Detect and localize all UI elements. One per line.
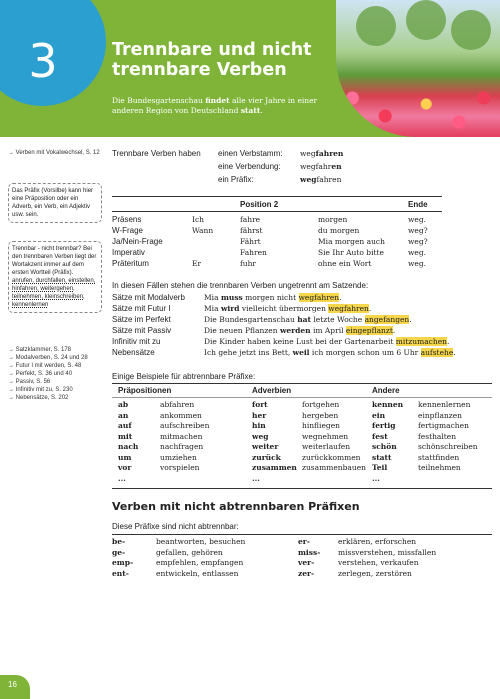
sentence-type-label: Infinitiv mit zu [112, 337, 161, 346]
conjugation-form-label: Präsens [112, 215, 142, 224]
prefix-word: schön [372, 442, 397, 451]
position-2-verb: Fahren [240, 248, 267, 257]
table-rule [112, 383, 492, 384]
sentence-part: hat [297, 315, 311, 324]
sidebar-ref-vokalwechsel[interactable]: → Verben mit Vokalwechsel, S. 12 [8, 150, 100, 156]
end-prefix: weg. [408, 215, 427, 224]
sentence-part: weil [292, 348, 310, 357]
sentence-part: . [446, 337, 450, 346]
subtitle-bold-prefix: statt [240, 106, 261, 115]
sentence-part: . [409, 315, 412, 324]
sentence-type-label: Nebensätze [112, 348, 155, 357]
note-trennbar-intro: Trennbar - nicht trennbar? Bei den trennbaren Verben liegt der Wortakzent immer auf dem ersten Wortteil (Präfix). [12, 246, 97, 276]
prefix-verb-example: aufschreiben [160, 421, 210, 430]
conjugation-form-label: Präteritum [112, 259, 149, 268]
sentence-part: Die Bundesgartenschau [204, 315, 298, 324]
prefix-verb-example: umziehen [160, 452, 197, 462]
highlighted-verb: aufstehe [420, 348, 454, 357]
ungetrennt-heading: In diesen Fällen stehen die trennbaren Verben ungetrennt am Satzende: [112, 281, 369, 290]
col-head-end: Ende [408, 200, 428, 209]
inseparable-examples: verstehen, verkaufen [338, 558, 419, 567]
col-head-others: Andere [372, 386, 400, 395]
end-prefix: weg. [408, 248, 427, 257]
prefix-verb-example: stattfinden [418, 452, 460, 462]
end-prefix: weg? [408, 226, 428, 235]
note-trennbar-examples: anrufen, durchfallen, einstellen, hinfahren, weitergehen, teilnehmen, kleinschreiben, kennenlernen [12, 278, 96, 308]
inseparable-prefix: ver- [298, 558, 315, 567]
sentence-part: . [368, 304, 372, 313]
col-head-adverbs: Adverbien [252, 386, 292, 395]
sidebar-ref[interactable]: → Satzklammer, S. 178 [8, 347, 72, 353]
prefix-word: um [118, 452, 132, 462]
prefix-word: ... [372, 473, 380, 483]
prefix-verb-example: fertigmachen [418, 421, 469, 430]
prefix-word: fertig [372, 421, 396, 430]
inseparable-examples: missverstehen, missfallen [338, 547, 437, 557]
inseparable-examples: erklären, erforschen [338, 537, 417, 546]
highlighted-verb: angefangen [364, 315, 410, 324]
examples-heading: Einige Beispiele für abtrennbare Präfixe: [112, 372, 256, 381]
sentence-part: letzte Woche [310, 315, 365, 324]
prefix-word: mit [118, 431, 133, 441]
sidebar-ref[interactable]: → Futur I mit werden, S. 48 [8, 363, 82, 369]
example-sentence [204, 315, 412, 324]
prefix-verb-example: kennenlernen [418, 400, 471, 409]
title-line-1: Trennbare und nicht [112, 40, 312, 60]
prefix-word: zurück [252, 452, 281, 462]
prefix-verb-example: zurückkommen [302, 452, 361, 462]
inseparable-examples: gefallen, gehören [156, 547, 223, 557]
sidebar-ref[interactable]: → Infinitiv mit zu, S. 230 [8, 387, 73, 393]
verb-part-label: ein Präfix: [218, 175, 254, 184]
middle-field: morgen [318, 215, 348, 224]
table-rule [112, 211, 442, 212]
position-2-verb: fahre [240, 215, 261, 224]
prefix-verb-example: fortgehen [302, 400, 340, 409]
prefix-verb-example: ankommen [160, 410, 202, 420]
sentence-part: werden [279, 326, 311, 335]
subtitle-text-mid: alle vier Jahre in einer anderen Region von Deutschland [112, 96, 318, 115]
prefix-verb-example: festhalten [418, 431, 457, 441]
inseparable-intro: Diese Präfixe sind nicht abtrennbar: [112, 522, 239, 531]
sentence-part: Mia [204, 304, 221, 313]
verb-part-label: eine Verbendung: [218, 162, 281, 171]
sidebar-ref[interactable]: → Nebensätze, S. 202 [8, 395, 69, 401]
sentence-part: Die neuen Pflanzen [204, 326, 280, 335]
sentence-part: vielleicht übermorgen [239, 304, 329, 313]
prefix-verb-example: mitmachen [160, 431, 203, 441]
sentence-part: . [339, 293, 342, 302]
middle-field: ohne ein Wort [318, 259, 372, 268]
sidebar-ref[interactable]: → Perfekt, S. 36 und 40 [8, 371, 73, 377]
highlighted-verb: wegfahren [328, 304, 369, 313]
prefix-word: an [118, 410, 129, 420]
prefix-word: kennen [372, 400, 404, 409]
example-sentence [204, 293, 341, 302]
prefix-verb-example: teilnehmen [418, 463, 461, 472]
verb-part-label: einen Verbstamm: [218, 149, 283, 158]
end-prefix: weg. [408, 259, 427, 268]
verb-part-value: wegfahren [300, 175, 342, 184]
example-sentence [204, 326, 395, 335]
sentence-part: Die Kinder haben keine Lust bei der Gartenarbeit [204, 337, 396, 346]
inseparable-prefix: ent- [112, 568, 129, 578]
prefix-word: ab [118, 400, 129, 409]
prefix-word: Teil [372, 463, 388, 472]
inseparable-title: Verben mit nicht abtrennbaren Präfixen [112, 500, 360, 513]
end-prefix: weg? [408, 237, 428, 246]
verb-parts-label: Trennbare Verben haben [112, 149, 201, 158]
sentence-part: . [392, 326, 396, 335]
tulip-bed [336, 80, 500, 137]
position-2-verb: fährst [240, 226, 263, 235]
prefix-verb-example: zusammenbauen [302, 463, 366, 472]
prefix-verb-example: vorspielen [160, 463, 200, 472]
highlighted-verb: eingepflanzt [345, 326, 393, 335]
inseparable-examples: zerlegen, zerstören [338, 568, 412, 578]
sidebar-ref[interactable]: → Modalverben, S. 24 und 28 [8, 355, 88, 361]
sentence-part: Ich gehe jetzt ins Bett, [204, 348, 293, 357]
prefix-word: weiter [252, 442, 279, 451]
example-sentence [204, 304, 371, 313]
subtitle-bold-verb: findet [205, 96, 230, 105]
inseparable-prefix: ge- [112, 547, 126, 557]
prefix-word: zusammen [252, 463, 297, 472]
subtitle-text: Die Bundesgartenschau [112, 96, 206, 105]
tree-shape [356, 6, 396, 46]
prefix-verb-example: abfahren [160, 400, 195, 409]
inseparable-examples: empfehlen, empfangen [156, 558, 244, 567]
title-line-2: trennbare Verben [112, 60, 287, 80]
sentence-part: ich morgen schon um 6 Uhr [309, 348, 421, 357]
col-head-position2: Position 2 [240, 200, 279, 209]
prefix-word: ... [118, 473, 126, 483]
sentence-part: wird [220, 304, 240, 313]
prefix-word: nach [118, 442, 139, 451]
example-sentence [204, 348, 456, 357]
inseparable-examples: beantworten, besuchen [156, 537, 246, 546]
position-1-word: Er [192, 259, 202, 268]
sentence-part: Mia [204, 293, 221, 302]
page-title [112, 40, 332, 80]
table-rule [112, 397, 492, 398]
sentence-part: morgen nicht [242, 293, 299, 302]
position-1-word: Wann [192, 226, 214, 235]
position-2-verb: fuhr [240, 259, 257, 268]
table-rule [112, 196, 442, 197]
position-table [112, 196, 492, 276]
sentence-type-label: Sätze mit Futur I [112, 304, 171, 313]
table-rule [112, 534, 492, 535]
prefix-word: fort [252, 400, 268, 409]
sidebar-ref-list [8, 346, 100, 402]
inseparable-prefix: emp- [112, 558, 134, 567]
prefix-verb-example: hergeben [302, 410, 339, 420]
prefix-word: ... [252, 473, 260, 483]
prefix-verb-example: wegnehmen [302, 431, 349, 441]
tulip-garden-photo [336, 0, 500, 137]
prefix-word: fest [372, 431, 388, 441]
sentence-part: . [453, 348, 456, 357]
inseparable-examples: entwickeln, entlassen [156, 568, 239, 578]
prefix-word: hin [252, 421, 266, 430]
sentence-part: im April [310, 326, 346, 335]
highlighted-verb: wegfahren [298, 293, 340, 302]
prefix-word: ein [372, 410, 386, 420]
prefix-word: her [252, 410, 267, 420]
verb-part-value: wegfahren [300, 149, 344, 158]
sidebar-note-trennbar [8, 241, 102, 313]
highlighted-verb: mitzumachen [395, 337, 447, 346]
chapter-header [0, 0, 500, 137]
middle-field: du morgen [318, 226, 360, 235]
sentence-type-label: Sätze mit Passiv [112, 326, 172, 335]
page-subtitle [112, 96, 342, 116]
prefix-verb-example: weiterlaufen [302, 442, 351, 451]
page-number-tab [0, 675, 30, 699]
prefix-word: weg [252, 431, 269, 441]
conjugation-form-label: Imperativ [112, 248, 145, 257]
sidebar-note-praefix: Das Präfix (Vorsilbe) kann hier eine Präposition oder ein Adverb, ein Verb, ein Adjektiv usw. sein. [8, 183, 102, 223]
subtitle-end: . [260, 106, 263, 115]
table-rule [112, 488, 492, 489]
inseparable-prefix: zer- [298, 568, 315, 578]
tree-shape [406, 0, 446, 40]
inseparable-prefix: be- [112, 537, 126, 546]
position-2-verb: Fährt [240, 237, 261, 246]
prefix-verb-example: hinfliegen [302, 421, 340, 430]
sentence-type-label: Sätze im Perfekt [112, 315, 171, 324]
prefix-verb-example: nachfragen [160, 442, 204, 451]
sidebar-ref[interactable]: → Passiv, S. 56 [8, 379, 51, 385]
inseparable-prefix: miss- [298, 547, 321, 557]
sentence-part: muss [220, 293, 243, 302]
page-number: 16 [8, 680, 17, 689]
position-1-word: Ich [192, 215, 204, 224]
middle-field: Sie Ihr Auto bitte [318, 248, 384, 257]
col-head-prepositions: Präpositionen [118, 386, 172, 395]
tree-shape [451, 10, 491, 50]
prefix-word: vor [118, 463, 132, 472]
chapter-number: 3 [28, 34, 58, 88]
conjugation-form-label: W-Frage [112, 226, 143, 235]
prefix-word: statt [372, 452, 392, 462]
prefix-verb-example: schönschreiben [418, 442, 478, 451]
verb-part-value: wegfahren [300, 162, 342, 171]
example-sentence [204, 337, 449, 346]
sentence-type-label: Sätze mit Modalverb [112, 293, 185, 302]
prefix-verb-example: einpflanzen [418, 410, 462, 420]
middle-field: Mia morgen auch [318, 237, 385, 246]
prefix-word: auf [118, 421, 132, 430]
inseparable-prefix: er- [298, 537, 310, 546]
conjugation-form-label: Ja/Nein-Frage [112, 237, 163, 246]
